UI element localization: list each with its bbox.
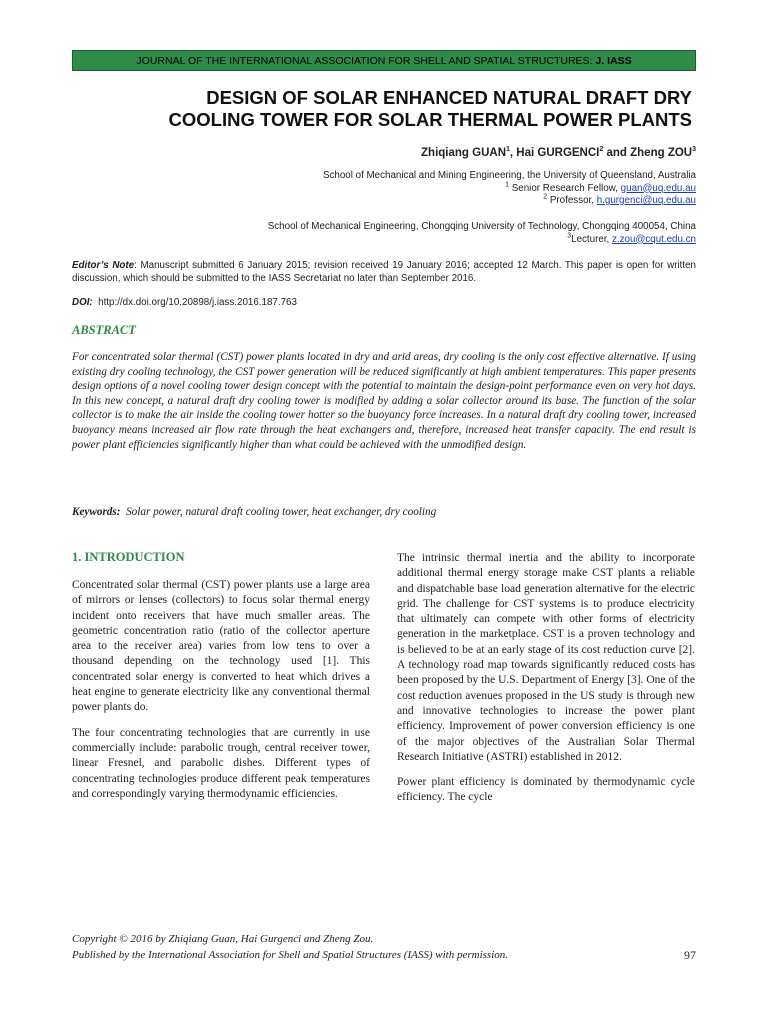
author-gurgenci: Hai GURGENCI — [516, 147, 600, 159]
affil-sup-3: 3 — [567, 232, 572, 240]
affil-role-2: Professor, — [547, 195, 597, 206]
editors-note-text: : Manuscript submitted 6 January 2015; revision received 19 January 2016; accepted 12 March. This paper is open for written discussion, which should be submitted to the IASS Secretariat no later than September 2016. — [72, 260, 697, 284]
author-guan: Zhiqiang GUAN — [421, 147, 506, 159]
footer-copyright: Copyright © 2016 by Zhiqiang Guan, Hai Gurgenci and Zheng Zou. — [72, 933, 374, 945]
doi-label: DOI: — [72, 297, 93, 308]
author-zou: Zheng ZOU — [630, 147, 693, 159]
affil-sup-1: 1 — [505, 181, 510, 189]
intro-paragraph-1: Concentrated solar thermal (CST) power plants use a large area of mirrors or lenses (collectors) to focus solar thermal energy incident onto receivers that have much smaller areas. The geometric concentration ratio (ratio of the collector aperture area to the receiver area) varies from low tens to over a thousand depending on the technology used [1]. This concentrated solar energy is converted to heat which drives a heat engine to generate electricity like any conventional thermal power plants do. — [72, 579, 370, 714]
author-sup-3: 3 — [692, 146, 696, 154]
affiliation-zou — [136, 234, 696, 247]
paper-title — [80, 87, 692, 131]
author-sup-2: 2 — [599, 146, 604, 154]
editors-note — [72, 260, 696, 285]
page-number: 97 — [684, 948, 696, 962]
intro-paragraph-2: The four concentrating technologies that are currently in use commercially include: parabolic trough, central receiver tower, linear Fresnel, and parabolic dishes. Different types of concentrating technologies produce different peak temperatures and correspondingly varying thermodynamic efficiencies. — [72, 726, 370, 800]
journal-abbrev: J. IASS — [595, 55, 632, 67]
email-link-guan[interactable]: guan@uq.edu.au — [620, 182, 696, 194]
affiliation-cqut-school: School of Mechanical Engineering, Chongqing University of Technology, Chongqing 400054, China — [267, 221, 696, 232]
affiliation-uq-school: School of Mechanical and Mining Engineering, the University of Queensland, Australia — [322, 170, 696, 181]
title-line-2: COOLING TOWER FOR SOLAR THERMAL POWER PLANTS — [168, 109, 692, 130]
author-sep-2: and — [603, 147, 631, 159]
author-sep-1: , — [509, 147, 517, 159]
author-sup-1: 1 — [506, 146, 510, 154]
right-column — [397, 551, 695, 816]
page-footer — [72, 931, 696, 963]
email-link-zou[interactable]: z.zou@cqut.edu.cn — [611, 233, 696, 245]
email-link-gurgenci[interactable]: h.gurgenci@uq.edu.au — [596, 195, 696, 206]
intro-paragraph-4: Power plant efficiency is dominated by thermodynamic cycle efficiency. The cycle — [397, 776, 695, 804]
title-line-1: DESIGN OF SOLAR ENHANCED NATURAL DRAFT DRY — [206, 87, 692, 108]
journal-header-bar — [72, 50, 696, 71]
left-column — [72, 578, 370, 812]
journal-name: JOURNAL OF THE INTERNATIONAL ASSOCIATION FOR SHELL AND SPATIAL STRUCTURES: — [136, 55, 593, 67]
keywords-text: Solar power, natural draft cooling tower, heat exchanger, dry cooling — [126, 506, 437, 518]
affil-role-3: Lecturer, — [571, 233, 612, 245]
affil-role-1: Senior Research Fellow, — [509, 182, 621, 194]
doi-link[interactable]: http://dx.doi.org/10.20898/j.iass.2016.187.763 — [98, 297, 297, 308]
keywords-label: Keywords: — [72, 506, 121, 518]
affiliation-cqut — [136, 221, 696, 246]
affiliation-uq — [136, 170, 696, 208]
affiliation-guan — [136, 183, 696, 196]
author-list — [421, 147, 696, 159]
affiliation-gurgenci — [136, 195, 696, 208]
affil-sup-2: 2 — [543, 193, 548, 201]
keywords-line — [72, 506, 436, 518]
editors-note-label: Editor’s Note — [72, 260, 135, 271]
section-heading-introduction: 1. INTRODUCTION — [72, 550, 185, 564]
intro-paragraph-3: The intrinsic thermal inertia and the ability to incorporate additional thermal energy storage make CST plants a reliable and dispatchable base load generation alternative for the electric grid. The challenge for CST systems is to produce electricity that ultimately can compete with other forms of electricity generation in the marketplace. CST is a proven technology and is believed to be at an early stage of its cost reduction curve [2]. A technology road map towards significantly reduced costs has been proposed by the U.S. Department of Energy [3]. One of the cost reduction avenues proposed in the US study is through new and innovative technologies to increase the power plant efficiency. Improvement of power conversion efficiency is one of the major objectives of the Australian Solar Thermal Research Initiative (ASTRI) established in 2012. — [397, 552, 695, 763]
abstract-text: For concentrated solar thermal (CST) power plants located in dry and arid areas, dry cooling is the only cost effective alternative. If using existing dry cooling technology, the CST power generation will be reduced significantly at high ambient temperatures. This paper presents design options of a novel cooling tower design concept with the potential to maintain the design-point performance even on very hot days. In this new concept, a natural draft dry cooling tower is modified by adding a solar collector around its base. The function of the solar collector is to make the air inside the cooling tower hotter so the buoyancy force increases. In a natural draft dry cooling tower, increased buoyancy means increased air flow rate through the heat exchangers and, therefore, increased heat transfer capacity. The end result is power plant efficiencies significantly higher than what could be achieved with the unmodified design. — [72, 351, 696, 451]
footer-published: Published by the International Association for Shell and Spatial Structures (IASS) with permission. — [72, 949, 508, 961]
abstract-heading: ABSTRACT — [72, 323, 136, 337]
doi-line — [72, 297, 297, 308]
